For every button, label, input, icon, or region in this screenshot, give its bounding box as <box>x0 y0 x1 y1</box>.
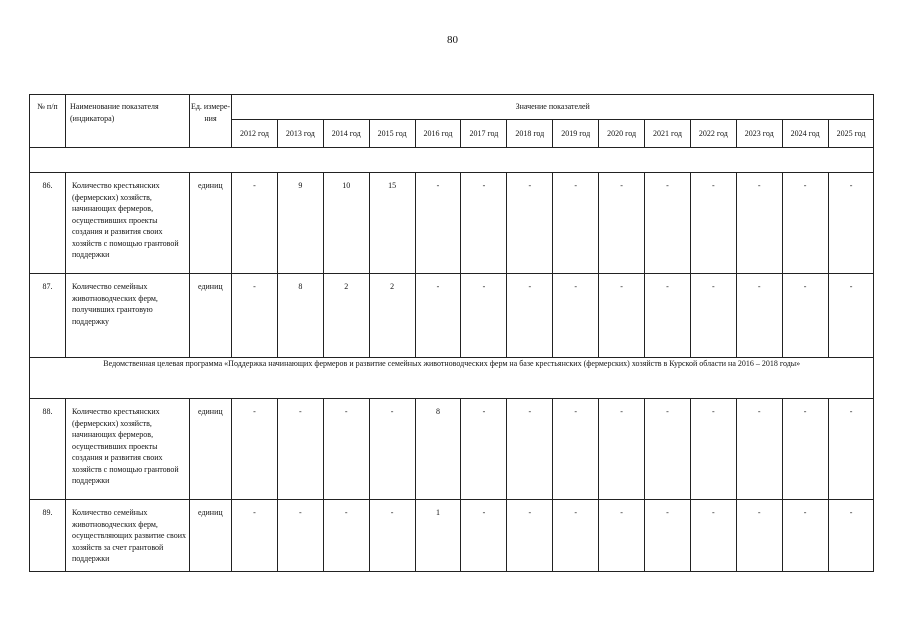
unit-cell: единиц <box>190 500 232 572</box>
value-cell: - <box>782 500 828 572</box>
value-cell: - <box>553 274 599 358</box>
header-indicator-name: Наименование показателя (индикатора) <box>66 95 190 148</box>
header-year: 2018 год <box>507 120 553 148</box>
value-cell: - <box>461 399 507 500</box>
program-title: Ведомственная целевая программа «Поддержка начинающих фермеров и развитие семейных животноводческих ферм на базе крестьянских (фермерских) хозяйств в Курской области на 2016 – 2018 годы» <box>30 358 874 399</box>
value-cell: - <box>461 173 507 274</box>
value-cell: - <box>736 500 782 572</box>
header-year: 2014 год <box>323 120 369 148</box>
value-cell: - <box>736 173 782 274</box>
program-row <box>30 358 874 399</box>
value-cell: - <box>507 274 553 358</box>
header-year: 2025 год <box>828 120 874 148</box>
row-number: 86. <box>30 173 66 274</box>
value-cell: - <box>277 399 323 500</box>
value-cell: - <box>461 274 507 358</box>
header-year: 2017 год <box>461 120 507 148</box>
indicator-name: Количество семейных животноводческих ферм, получивших грантовую поддержку <box>66 274 190 358</box>
row-number: 87. <box>30 274 66 358</box>
unit-cell: единиц <box>190 274 232 358</box>
value-cell: - <box>828 399 874 500</box>
value-cell: 15 <box>369 173 415 274</box>
header-year: 2019 год <box>553 120 599 148</box>
value-cell: 8 <box>415 399 461 500</box>
header-year: 2013 год <box>277 120 323 148</box>
header-year: 2021 год <box>645 120 691 148</box>
value-cell: - <box>782 399 828 500</box>
value-cell: - <box>507 399 553 500</box>
value-cell: - <box>645 399 691 500</box>
value-cell: - <box>232 274 278 358</box>
value-cell: - <box>553 500 599 572</box>
value-cell: - <box>645 274 691 358</box>
row-number: 89. <box>30 500 66 572</box>
value-cell: - <box>553 173 599 274</box>
header-year: 2015 год <box>369 120 415 148</box>
value-cell: - <box>507 500 553 572</box>
value-cell: - <box>736 274 782 358</box>
value-cell: - <box>599 274 645 358</box>
value-cell: 8 <box>277 274 323 358</box>
table-row <box>30 173 874 274</box>
value-cell: - <box>599 173 645 274</box>
value-cell: - <box>645 173 691 274</box>
value-cell: - <box>782 173 828 274</box>
value-cell: - <box>690 399 736 500</box>
value-cell: - <box>369 500 415 572</box>
unit-cell: единиц <box>190 173 232 274</box>
header-year: 2012 год <box>232 120 278 148</box>
value-cell: - <box>415 173 461 274</box>
table-row <box>30 500 874 572</box>
indicator-name: Количество крестьянских (фермерских) хозяйств, начинающих фермеров, осуществивших проекты создания и развития своих хозяйств с помощью грантовой поддержки <box>66 399 190 500</box>
value-cell: - <box>599 399 645 500</box>
value-cell: 2 <box>323 274 369 358</box>
value-cell: - <box>232 173 278 274</box>
table-row <box>30 274 874 358</box>
header-number: № п/п <box>30 95 66 148</box>
value-cell: - <box>736 399 782 500</box>
unit-cell: единиц <box>190 399 232 500</box>
value-cell: 2 <box>369 274 415 358</box>
value-cell: - <box>507 173 553 274</box>
value-cell: - <box>690 274 736 358</box>
value-cell: 1 <box>415 500 461 572</box>
page-number: 80 <box>447 34 458 46</box>
value-cell: - <box>232 399 278 500</box>
value-cell: - <box>828 274 874 358</box>
value-cell: - <box>232 500 278 572</box>
value-cell: - <box>415 274 461 358</box>
value-cell: - <box>369 399 415 500</box>
value-cell: - <box>461 500 507 572</box>
value-cell: - <box>690 173 736 274</box>
header-values: Значение показателей <box>232 95 874 120</box>
header-year: 2016 год <box>415 120 461 148</box>
table-row <box>30 399 874 500</box>
header-year: 2022 год <box>690 120 736 148</box>
header-year: 2020 год <box>599 120 645 148</box>
indicator-name: Количество крестьянских (фермерских) хозяйств, начинающих фермеров, осуществивших проекты создания и развития своих хозяйств с помощью грантовой поддержки <box>66 173 190 274</box>
value-cell: - <box>323 399 369 500</box>
value-cell: - <box>599 500 645 572</box>
indicators-table <box>29 94 874 572</box>
indicator-name: Количество семейных животноводческих ферм, осуществляющих развитие своих хозяйств за счет грантовой поддержки <box>66 500 190 572</box>
row-number: 88. <box>30 399 66 500</box>
value-cell: - <box>553 399 599 500</box>
value-cell: - <box>645 500 691 572</box>
spacer-row <box>30 148 874 173</box>
value-cell: - <box>828 500 874 572</box>
header-year: 2024 год <box>782 120 828 148</box>
value-cell: - <box>782 274 828 358</box>
value-cell: 9 <box>277 173 323 274</box>
header-year: 2023 год <box>736 120 782 148</box>
value-cell: - <box>828 173 874 274</box>
value-cell: - <box>323 500 369 572</box>
value-cell: 10 <box>323 173 369 274</box>
value-cell: - <box>690 500 736 572</box>
value-cell: - <box>277 500 323 572</box>
header-unit: Ед. измере-ния <box>190 95 232 148</box>
